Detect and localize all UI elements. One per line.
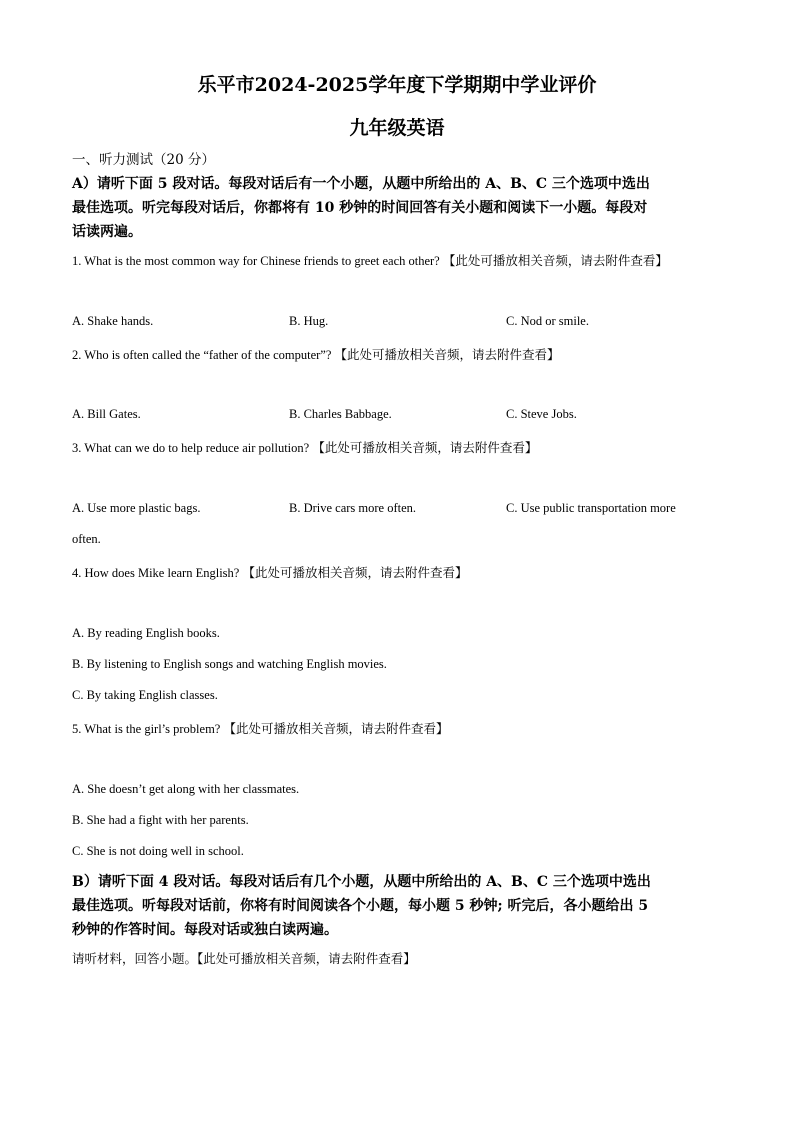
question-5 — [72, 719, 449, 737]
question-1 — [72, 251, 668, 269]
audio-link[interactable]: 【此处可播放相关音频，请去附件查看】 — [242, 565, 468, 580]
audio-link[interactable]: 【此处可播放相关音频，请去附件查看】 — [334, 347, 560, 362]
q4-option-a[interactable]: A. By reading English books. — [72, 626, 220, 640]
section-heading: 一、听力测试（20 分） — [72, 152, 215, 168]
question-stem: 4. How does Mike learn English? — [72, 566, 240, 580]
part-b-instruction-line-3: 秒钟的作答时间。每段对话或独白读两遍。 — [72, 922, 338, 938]
question-3 — [72, 438, 537, 456]
question-stem: 3. What can we do to help reduce air pollution? — [72, 441, 310, 455]
question-stem: 2. Who is often called the “father of the computer”? — [72, 348, 332, 362]
q2-option-b[interactable]: B. Charles Babbage. — [289, 407, 392, 421]
q5-option-c[interactable]: C. She is not doing well in school. — [72, 844, 244, 858]
q1-option-b[interactable]: B. Hug. — [289, 314, 329, 328]
q3-option-b[interactable]: B. Drive cars more often. — [289, 501, 417, 515]
part-a-instruction-line-1: A）请听下面 5 段对话。每段对话后有一个小题，从题中所给出的 A、B、C 三个选项中选出 — [72, 176, 650, 192]
q3-option-a[interactable]: A. Use more plastic bags. — [72, 501, 201, 515]
question-stem: 5. What is the girl’s problem? — [72, 722, 221, 736]
page-title: 乐平市2024-2025学年度下学期期中学业评价 — [197, 74, 597, 96]
part-a-instruction-line-2: 最佳选项。听完每段对话后，你都将有 10 秒钟的时间回答有关小题和阅读下一小题。每段对 — [72, 200, 648, 216]
audio-link[interactable]: 【此处可播放相关音频，请去附件查看】 — [223, 721, 449, 736]
part-b-instruction-line-1: B）请听下面 4 段对话。每段对话后有几个小题，从题中所给出的 A、B、C 三个选项中选出 — [72, 874, 651, 890]
q5-option-a[interactable]: A. She doesn’t get along with her classmates. — [72, 782, 300, 796]
question-4 — [72, 563, 467, 581]
q5-option-b[interactable]: B. She had a fight with her parents. — [72, 813, 249, 827]
q4-option-b[interactable]: B. By listening to English songs and watching English movies. — [72, 657, 387, 671]
q1-option-a[interactable]: A. Shake hands. — [72, 314, 154, 328]
q3-option-c-continuation: often. — [72, 532, 101, 546]
page-subtitle: 九年级英语 — [349, 117, 445, 139]
part-b-audio-note[interactable]: 请听材料，回答小题。【此处可播放相关音频，请去附件查看】 — [72, 951, 416, 966]
q3-option-c[interactable]: C. Use public transportation more — [506, 501, 676, 515]
q4-option-c[interactable]: C. By taking English classes. — [72, 688, 218, 702]
audio-link[interactable]: 【此处可播放相关音频，请去附件查看】 — [312, 440, 538, 455]
q1-option-c[interactable]: C. Nod or smile. — [506, 314, 589, 328]
q2-option-c[interactable]: C. Steve Jobs. — [506, 407, 577, 421]
part-a-instruction-line-3: 话读两遍。 — [72, 224, 142, 240]
q2-option-a[interactable]: A. Bill Gates. — [72, 407, 141, 421]
audio-link[interactable]: 【此处可播放相关音频，请去附件查看】 — [442, 253, 668, 268]
question-stem: 1. What is the most common way for Chinese friends to greet each other? — [72, 254, 440, 268]
question-2 — [72, 345, 560, 363]
part-b-instruction-line-2: 最佳选项。听每段对话前，你将有时间阅读各个小题，每小题 5 秒钟; 听完后，各小题给出 5 — [72, 898, 649, 914]
